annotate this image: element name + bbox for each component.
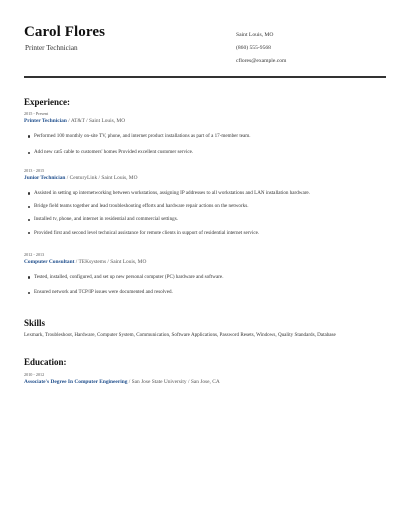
job-role-line <box>24 175 386 181</box>
separator: / <box>187 379 190 385</box>
job-bullets <box>24 130 386 159</box>
job-bullet <box>30 227 386 240</box>
job-role: Junior Technician <box>24 175 66 181</box>
header-divider <box>24 76 386 78</box>
job-dates: 2013 - 2015 <box>24 168 45 173</box>
education-heading: Education: <box>24 357 67 367</box>
job-company: CenturyLink <box>69 175 98 181</box>
job-company: AT&T <box>70 118 85 124</box>
contact-phone: (860) 555-9568 <box>236 45 271 52</box>
bullet-text: Performed 100 monthly on-site TV, phone, and internet product installations as part of a 17-member team. <box>34 133 251 139</box>
bullet-dot <box>28 135 30 137</box>
bullet-text: Bridge field teams together and lead troubleshooting efforts and hardware repair actions on the networks. <box>34 203 249 210</box>
job-bullet <box>30 130 386 143</box>
job-dates: 2015 - Present <box>24 111 49 116</box>
contact-email: cflores@example.com <box>236 58 287 65</box>
bullet-dot <box>28 219 30 221</box>
bullet-text: Tested, installed, configured, and set up new personal computer (PC) hardware and software. <box>34 274 224 280</box>
skills-heading: Skills <box>24 318 46 328</box>
job-role: Computer Consultant <box>24 259 75 265</box>
resume-header <box>24 24 386 76</box>
separator: / <box>128 379 131 385</box>
bullet-text: Ensured network and TCP/IP issues were documented and resolved. <box>34 289 173 296</box>
job-role: Printer Technician <box>24 118 67 124</box>
separator: / <box>86 118 88 124</box>
education-dates: 2010 - 2012 <box>24 372 45 377</box>
contact-location: Saint Louis, MO <box>236 32 274 38</box>
bullet-text: Installed tv, phone, and internet in residential and commercial settings. <box>34 216 178 223</box>
job-location: Saint Louis, MO <box>89 118 126 124</box>
job-bullet <box>30 286 386 299</box>
job-bullet <box>30 271 386 284</box>
job-bullet <box>30 200 386 213</box>
job-bullet <box>30 213 386 226</box>
education-location: San Jose, CA <box>190 379 220 385</box>
education-school: San Jose State University <box>131 379 187 385</box>
job-entry <box>24 168 386 240</box>
job-bullet <box>30 187 386 200</box>
separator: / <box>98 175 101 181</box>
job-role-line <box>24 259 386 265</box>
job-entry <box>24 252 386 299</box>
separator: / <box>107 259 109 265</box>
experience-heading: Experience: <box>24 97 70 107</box>
job-bullets <box>24 271 386 299</box>
contact-block <box>236 29 286 69</box>
job-bullets <box>24 187 386 240</box>
job-location: Saint Louis, MO <box>110 259 147 265</box>
job-bullet <box>30 146 386 159</box>
job-location: Saint Louis, MO <box>101 175 138 181</box>
job-dates: 2012 - 2013 <box>24 252 45 257</box>
job-entry <box>24 111 386 159</box>
separator: / <box>75 259 78 265</box>
job-company: TEKsystems <box>78 259 107 265</box>
bullet-dot <box>28 276 30 278</box>
separator: / <box>68 118 70 124</box>
bullet-dot <box>28 192 30 194</box>
skills-list: Lexmark, Troubleshoot, Hardware, Computer System, Communication, Software Applications, Password Resets, Windows, Quality Standards, Database <box>24 332 336 338</box>
bullet-text: Assisted in setting up internetworking between workstations, assigning IP addresses to all workstations and LAN installation hardware. <box>34 190 310 196</box>
bullet-dot <box>28 206 30 208</box>
education-line <box>24 379 386 385</box>
candidate-name: Carol Flores <box>24 24 106 40</box>
bullet-dot <box>28 232 30 234</box>
bullet-dot <box>28 152 30 154</box>
bullet-text: Provided first and second level technical assistance for remote clients in support of residential internet service. <box>34 229 260 236</box>
education-degree: Associate's Degree In Computer Engineering <box>24 379 128 385</box>
separator: / <box>66 175 69 181</box>
bullet-dot <box>28 292 30 294</box>
candidate-title: Printer Technician <box>25 44 78 52</box>
education-entry <box>24 372 386 385</box>
bullet-text: Add new cat5 cable to customers' homes Provided excellent customer service. <box>34 149 194 156</box>
job-role-line <box>24 118 386 124</box>
